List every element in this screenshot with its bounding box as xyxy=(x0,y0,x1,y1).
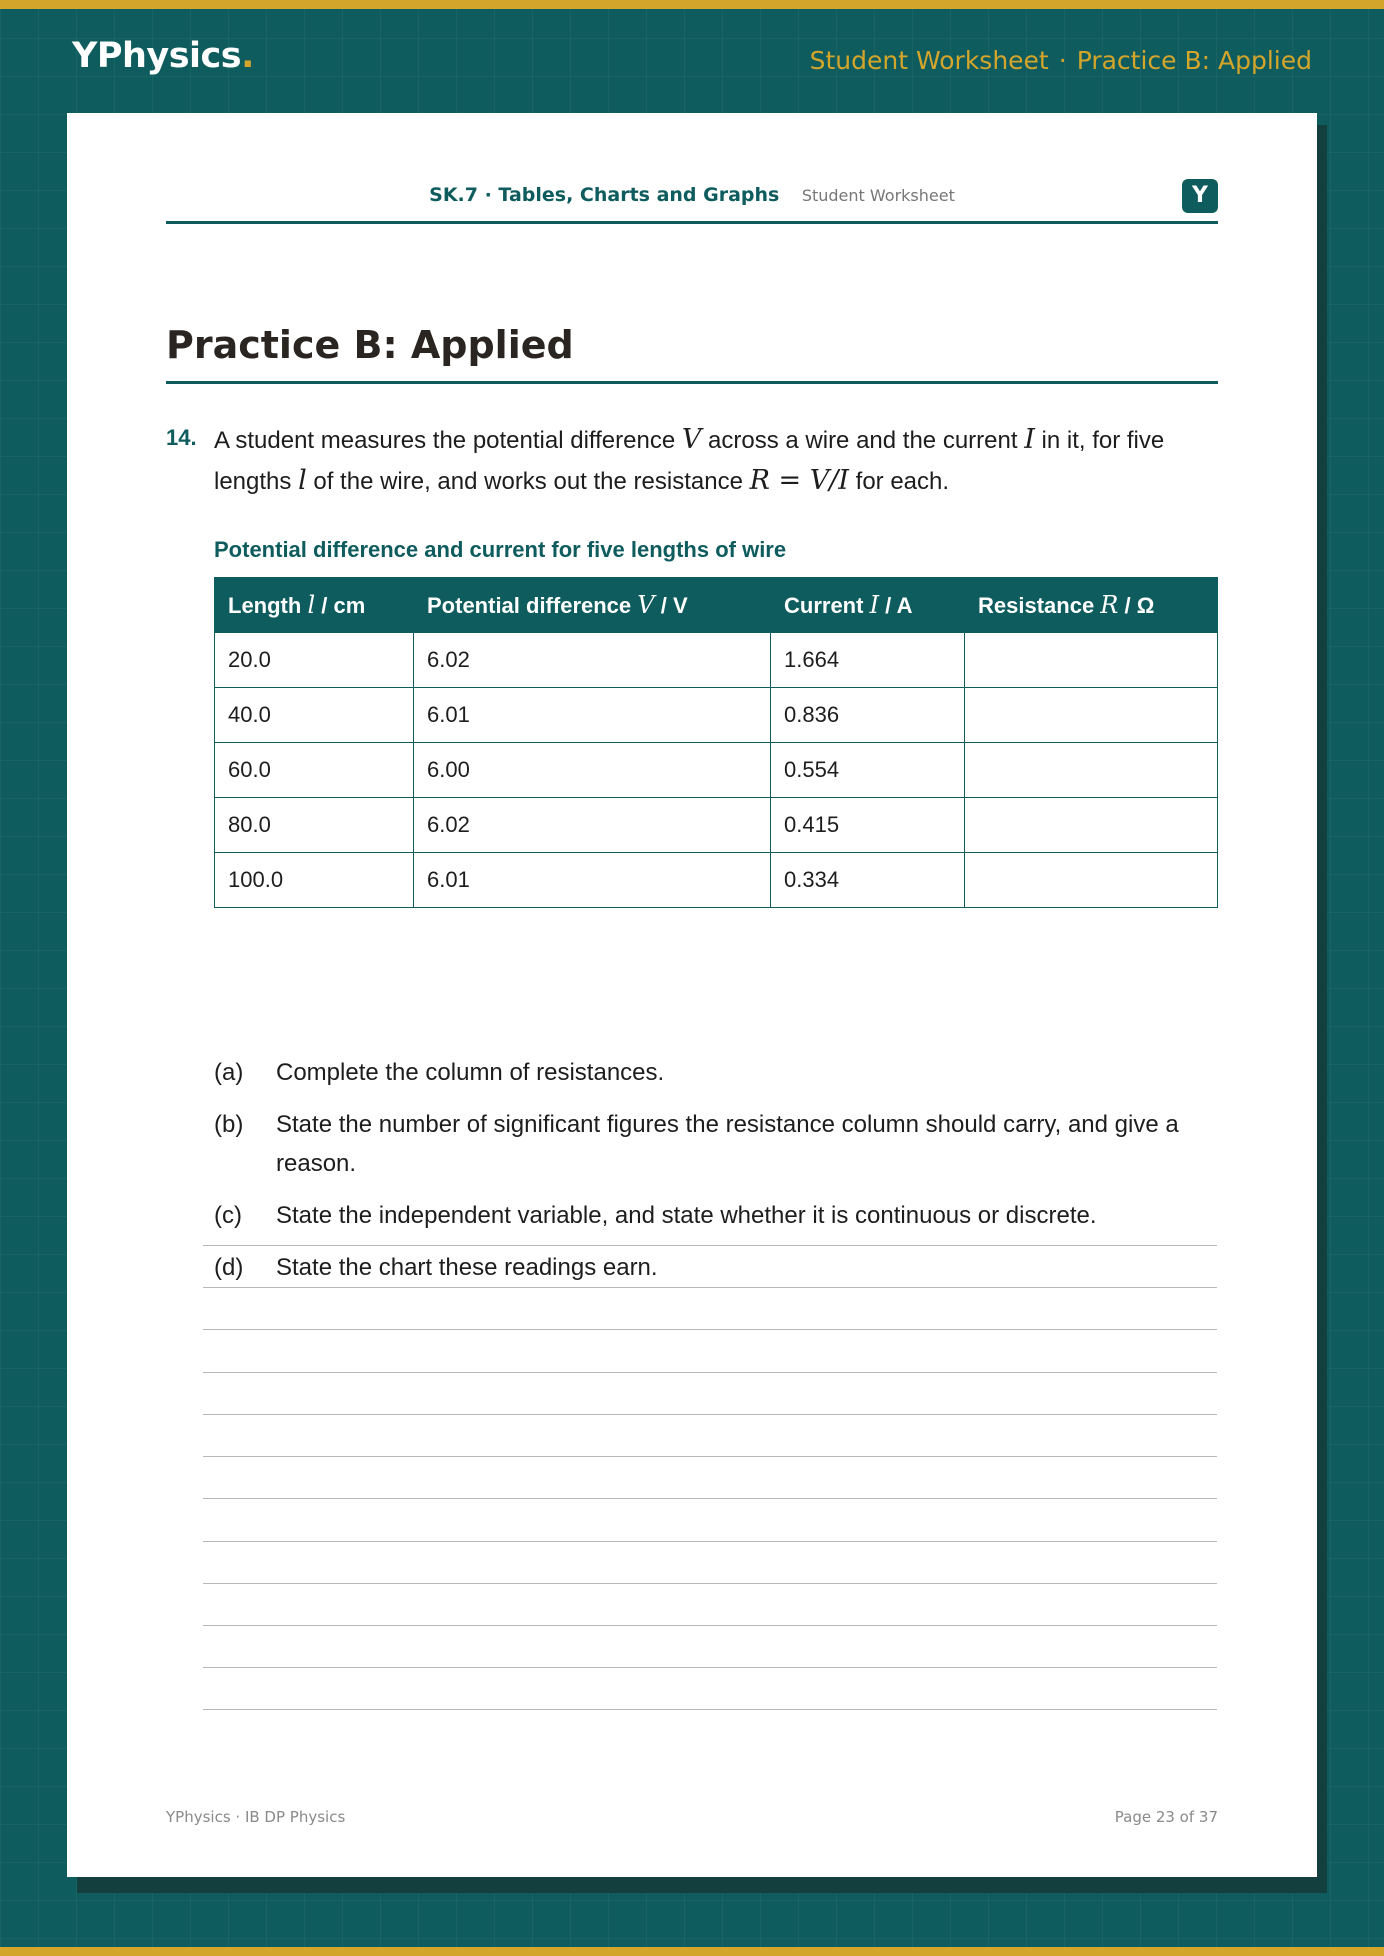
breadcrumb-current: Practice B: Applied xyxy=(1076,46,1312,75)
cell-resistance-answer[interactable] xyxy=(965,688,1218,743)
question-number: 14. xyxy=(166,425,197,450)
table-row xyxy=(215,633,1218,688)
answer-line[interactable] xyxy=(203,1541,1217,1542)
bottom-accent-bar xyxy=(0,1947,1384,1956)
data-table xyxy=(214,577,1218,908)
site-logo[interactable] xyxy=(72,36,254,76)
part-label: (b) xyxy=(214,1111,244,1138)
cell-resistance-answer[interactable] xyxy=(965,798,1218,853)
table-caption: Potential difference and current for five lengths of wire xyxy=(214,537,787,562)
top-accent-bar xyxy=(0,0,1384,9)
column-header-resistance: Resistance R / Ω xyxy=(965,578,1218,633)
part-text: State the chart these readings earn. xyxy=(276,1254,658,1281)
cell-length: 40.0 xyxy=(215,688,414,743)
part-text: State the independent variable, and state whether it is continuous or discrete. xyxy=(276,1202,1097,1229)
logo-dot: . xyxy=(241,36,254,76)
running-header-title: SK.7 · Tables, Charts and Graphs xyxy=(429,184,780,206)
breadcrumb-worksheet[interactable]: Student Worksheet xyxy=(809,46,1049,75)
cell-resistance-answer[interactable] xyxy=(965,633,1218,688)
part-text: Complete the column of resistances. xyxy=(276,1059,665,1086)
answer-line[interactable] xyxy=(203,1245,1217,1246)
answer-line[interactable] xyxy=(203,1456,1217,1457)
question-parts xyxy=(214,1053,1219,1300)
cell-potential-difference: 6.00 xyxy=(414,743,771,798)
cell-potential-difference: 6.01 xyxy=(414,853,771,908)
part-text: State the number of significant figures the resistance column should carry, and give a reason. xyxy=(276,1111,1179,1177)
part-label: (a) xyxy=(214,1059,244,1086)
breadcrumb-separator: · xyxy=(1058,46,1067,75)
cell-resistance-answer[interactable] xyxy=(965,743,1218,798)
cell-potential-difference: 6.01 xyxy=(414,688,771,743)
brand-badge-icon: Y xyxy=(1182,179,1218,213)
running-header xyxy=(166,167,1218,224)
running-header-subtitle: Student Worksheet xyxy=(801,186,955,205)
worksheet-page xyxy=(67,113,1317,1877)
answer-line[interactable] xyxy=(203,1287,1217,1288)
cell-potential-difference: 6.02 xyxy=(414,798,771,853)
table-header-row xyxy=(215,578,1218,633)
cell-length: 20.0 xyxy=(215,633,414,688)
cell-current: 0.415 xyxy=(771,798,965,853)
cell-current: 0.836 xyxy=(771,688,965,743)
cell-current: 1.664 xyxy=(771,633,965,688)
question-part-b xyxy=(214,1105,1219,1183)
answer-line[interactable] xyxy=(203,1667,1217,1668)
answer-line[interactable] xyxy=(203,1372,1217,1373)
answer-line[interactable] xyxy=(203,1709,1217,1710)
cell-length: 60.0 xyxy=(215,743,414,798)
answer-line[interactable] xyxy=(203,1625,1217,1626)
question-part-c xyxy=(214,1196,1219,1235)
answer-line[interactable] xyxy=(203,1583,1217,1584)
cell-potential-difference: 6.02 xyxy=(414,633,771,688)
section-title: Practice B: Applied xyxy=(166,323,1218,384)
answer-line[interactable] xyxy=(203,1329,1217,1330)
column-header-current: Current I / A xyxy=(771,578,965,633)
answer-line[interactable] xyxy=(203,1414,1217,1415)
variable-i: I xyxy=(1024,424,1035,455)
part-label: (c) xyxy=(214,1202,242,1229)
table-row xyxy=(215,853,1218,908)
question-part-d xyxy=(214,1248,1219,1287)
variable-l: l xyxy=(298,465,307,496)
variable-v: V xyxy=(681,424,702,455)
table-row xyxy=(215,798,1218,853)
resistance-formula: R = V/I xyxy=(749,465,849,496)
table-row xyxy=(215,743,1218,798)
footer-page-number: Page 23 of 37 xyxy=(1114,1808,1218,1826)
answer-line[interactable] xyxy=(203,1498,1217,1499)
cell-resistance-answer[interactable] xyxy=(965,853,1218,908)
question-text: A student measures the potential difference V across a wire and the current I in it, for five lengths l of the wire, and works out the resistance R = V/I for each. xyxy=(214,424,1165,496)
part-label: (d) xyxy=(214,1254,244,1281)
cell-length: 100.0 xyxy=(215,853,414,908)
logo-text: YPhysics xyxy=(72,36,242,76)
breadcrumb xyxy=(810,46,1312,75)
question-part-a xyxy=(214,1053,1219,1092)
cell-length: 80.0 xyxy=(215,798,414,853)
cell-current: 0.554 xyxy=(771,743,965,798)
column-header-potential-difference: Potential difference V / V xyxy=(414,578,771,633)
column-header-length: Length l / cm xyxy=(215,578,414,633)
table-row xyxy=(215,688,1218,743)
cell-current: 0.334 xyxy=(771,853,965,908)
footer-course: YPhysics · IB DP Physics xyxy=(166,1808,346,1826)
